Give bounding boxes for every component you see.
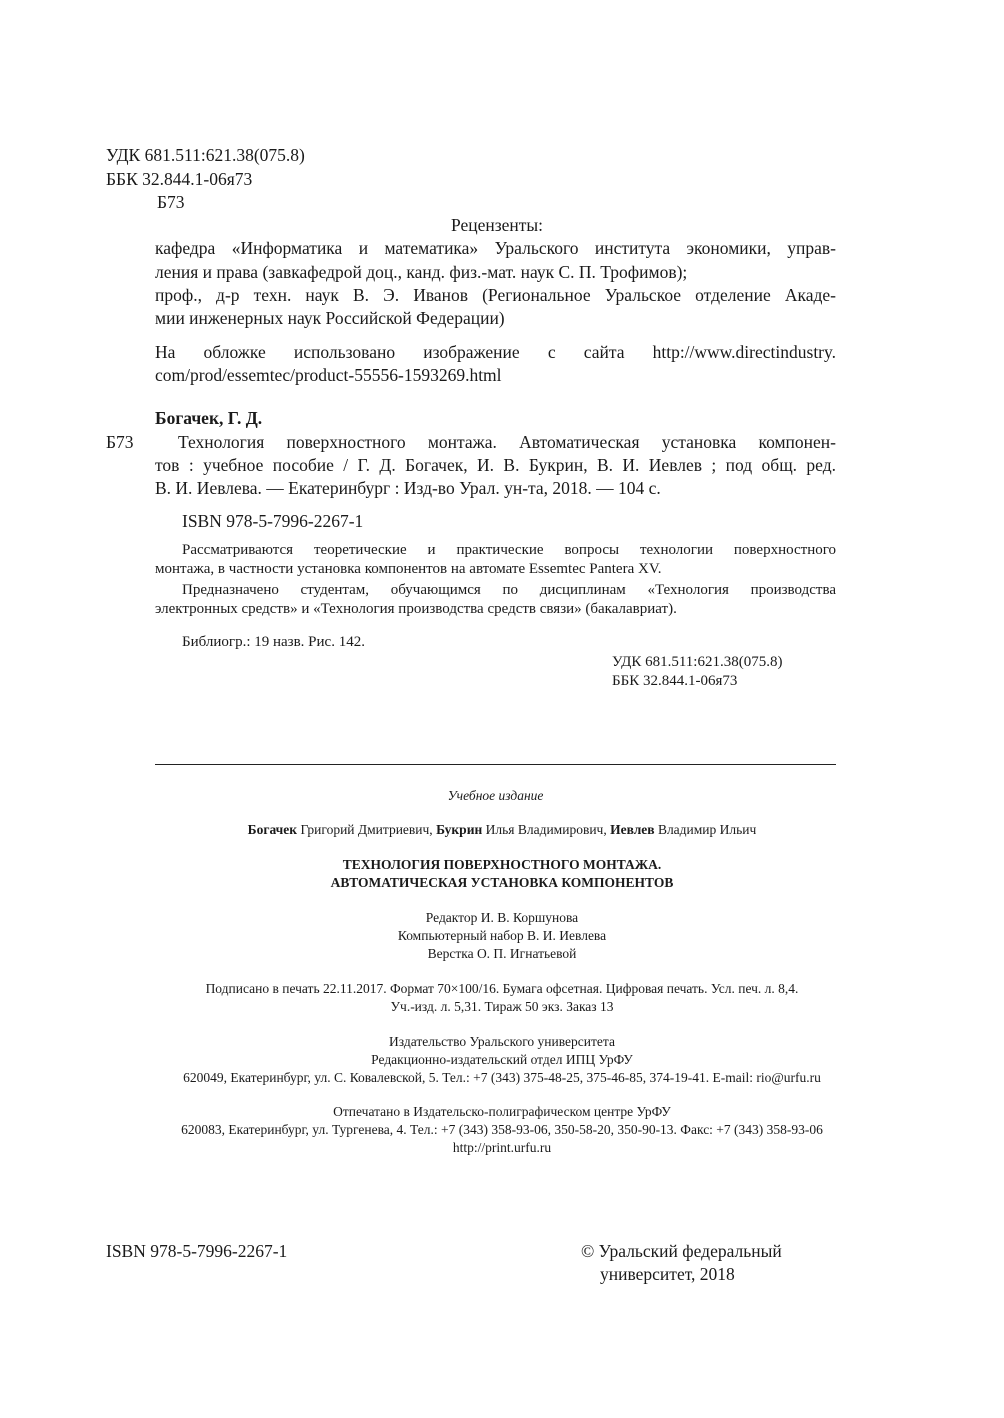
copyright-line-1: © Уральский федеральный [581, 1241, 782, 1261]
section-divider [155, 764, 836, 765]
reviewers-line-4: мии инженерных наук Российской Федерации) [155, 308, 505, 328]
reviewers-heading [0, 214, 1004, 237]
credit-editor: Редактор И. В. Коршунова [425, 910, 579, 925]
title-line-1: ТЕХНОЛОГИЯ ПОВЕРХНОСТНОГО МОНТАЖА. [342, 857, 662, 872]
credit-typesetting: Компьютерный набор В. И. Иевлева [397, 928, 607, 943]
author-2-surname: Букрин [436, 822, 483, 837]
catalog-desc-line-1: Технология поверхностного монтажа. Автоматическая установка компонен- [178, 432, 836, 452]
author-3-surname: Иевлев [610, 822, 655, 837]
reviewers-line-3: проф., д-р техн. наук В. Э. Иванов (Региональное Уральское отделение Акаде- [155, 285, 836, 305]
abstract-line-1: Рассматриваются теоретические и практические вопросы технологии поверхностного [182, 542, 836, 558]
reviewers-line-1: кафедра «Информатика и математика» Уральского института экономики, управ- [155, 238, 836, 258]
reviewers-line-2: ления и права (завкафедрой доц., канд. физ.-мат. наук С. П. Трофимов); [155, 262, 688, 282]
credit-layout: Верстка О. П. Игнатьевой [427, 946, 577, 961]
catalog-desc-line-2: тов : учебное пособие / Г. Д. Богачек, И. В. Букрин, В. И. Иевлев ; под общ. ред. [155, 455, 836, 475]
printer-website: http://print.urfu.ru [452, 1140, 552, 1155]
printer-line-1: Отпечатано в Издательско-полиграфическом центре УрФУ [333, 1104, 671, 1119]
footer-isbn: ISBN 978-5-7996-2267-1 [106, 1241, 288, 1261]
author-3-name: Владимир Ильич [654, 822, 757, 837]
printer-address: 620083, Екатеринбург, ул. Тургенева, 4. Тел.: +7 (343) 358-93-06, 350-58-20, 350-90-13. Факс: +7 (343) 358-93-06 [181, 1122, 823, 1137]
print-info-line-1: Подписано в печать 22.11.2017. Формат 70×100/16. Бумага офсетная. Цифровая печать. Усл. печ. л. 8,4. [205, 981, 799, 996]
title-line-2: АВТОМАТИЧЕСКАЯ УСТАНОВКА КОМПОНЕНТОВ [330, 875, 674, 890]
cover-note-line-1: На обложке использовано изображение с сайта http://www.directindustry. [155, 342, 836, 362]
edition-type: Учебное издание [447, 788, 544, 803]
publisher-line-1: Издательство Уральского университета [389, 1034, 615, 1049]
abstract-line-2: монтажа, в частности установка компонентов на автомате Essemtec Pantera XV. [155, 561, 662, 577]
print-info-line-2: Уч.-изд. л. 5,31. Тираж 50 экз. Заказ 13 [390, 999, 614, 1014]
author-2-name: Илья Владимирович, [482, 822, 611, 837]
abstract-line-3: Предназначено студентам, обучающимся по дисциплинам «Технология производства [182, 582, 836, 598]
imprint-authors [0, 821, 1004, 839]
copyright-line-2: университет, 2018 [600, 1264, 735, 1284]
author-mark: Б73 [157, 192, 185, 212]
cover-note-line-2: com/prod/essemtec/product-55556-1593269.html [155, 365, 502, 385]
catalog-bbk: ББК 32.844.1-06я73 [612, 673, 738, 689]
catalog-mark: Б73 [106, 432, 134, 452]
catalog-isbn: ISBN 978-5-7996-2267-1 [182, 511, 364, 531]
reviewers-heading-text: Рецензенты: [450, 215, 544, 235]
author-1-surname: Богачек [247, 822, 298, 837]
catalog-author: Богачек, Г. Д. [155, 408, 263, 428]
bibliography-note: Библиогр.: 19 назв. Рис. 142. [182, 634, 365, 650]
author-1-name: Григорий Дмитриевич, [297, 822, 437, 837]
udk-code: УДК 681.511:621.38(075.8) [106, 145, 305, 165]
publisher-address: 620049, Екатеринбург, ул. С. Ковалевской, 5. Тел.: +7 (343) 375-48-25, 375-46-85, 374-19-41. E-mail: rio@urfu.ru [183, 1070, 821, 1085]
publisher-line-2: Редакционно-издательский отдел ИПЦ УрФУ [371, 1052, 633, 1067]
catalog-udk: УДК 681.511:621.38(075.8) [612, 654, 783, 670]
bbk-code: ББК 32.844.1-06я73 [106, 169, 253, 189]
abstract-line-4: электронных средств» и «Технология производства средств связи» (бакалавриат). [155, 601, 677, 617]
catalog-desc-line-3: В. И. Иевлева. — Екатеринбург : Изд-во Урал. ун-та, 2018. — 104 с. [155, 478, 661, 498]
